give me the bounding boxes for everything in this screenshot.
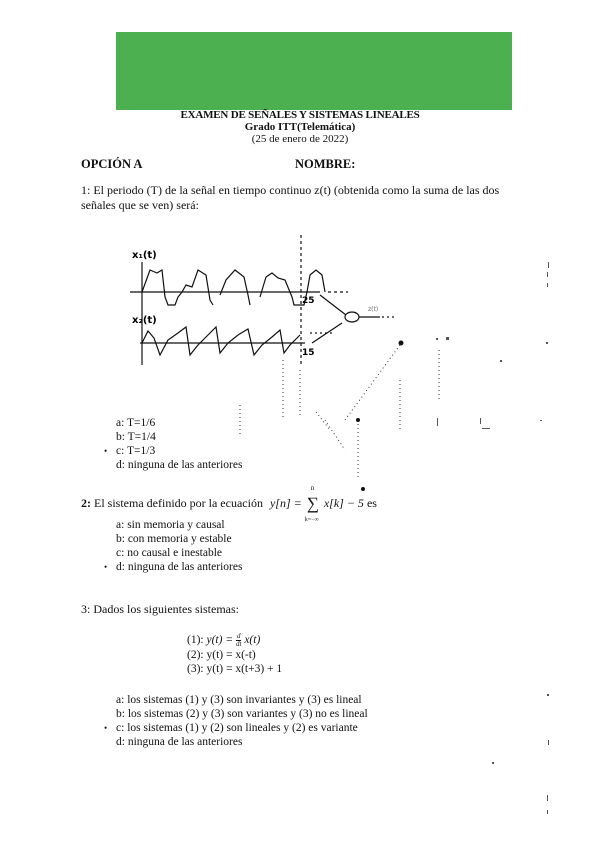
- question-number: 1:: [81, 183, 91, 197]
- option-label: OPCIÓN A: [81, 157, 143, 171]
- question-text: El periodo (T) de la señal en tiempo continuo z(t) (obtenida como la suma de las dos señales que se ven) será:: [81, 183, 500, 212]
- marker-25: 25: [302, 296, 315, 306]
- option-a[interactable]: a: T=1/6: [116, 417, 156, 429]
- name-label: NOMBRE:: [295, 157, 356, 171]
- question-3-options: [104, 693, 368, 749]
- option-a[interactable]: a: sin memoria y causal: [116, 519, 225, 531]
- question-number: 2:: [81, 495, 91, 510]
- summation-symbol: ∑ n k=−∞: [304, 484, 319, 523]
- x2-label: x₂(t): [132, 315, 157, 326]
- question-number: 3:: [81, 602, 91, 616]
- option-a[interactable]: a: los sistemas (1) y (3) son invariantes y (3) es lineal: [116, 694, 362, 706]
- question-text: Dados los siguientes sistemas:: [93, 602, 240, 616]
- answer-marker-icon: •: [104, 446, 108, 456]
- option-d[interactable]: d: ninguna de las anteriores: [116, 459, 243, 471]
- system-2: (2): y(t) = x(-t): [187, 649, 256, 661]
- option-b[interactable]: b: con memoria y estable: [116, 533, 232, 545]
- option-b[interactable]: b: T=1/4: [116, 431, 156, 443]
- question-2-options: [104, 518, 243, 574]
- derivative-fraction: $\frac{d}{dt}$: [235, 632, 242, 648]
- option-d[interactable]: d: ninguna de las anteriores: [116, 736, 243, 748]
- exam-grade: Grado ITT(Telemática): [244, 121, 356, 133]
- option-c[interactable]: • c: los sistemas (1) y (2) son lineales y (2) es variante: [104, 722, 358, 734]
- option-c[interactable]: c: no causal e inestable: [116, 547, 223, 559]
- systems-list: [187, 633, 282, 676]
- question-1-options: [104, 416, 243, 472]
- answer-marker-icon: •: [104, 723, 108, 733]
- question-text: El sistema definido por la ecuación: [94, 495, 263, 510]
- option-b[interactable]: b: los sistemas (2) y (3) son variantes y (3) no es lineal: [116, 708, 368, 720]
- sum-output-label: z(t): [368, 306, 379, 313]
- option-d[interactable]: • d: ninguna de las anteriores: [104, 561, 243, 573]
- marker-15: 15: [302, 348, 315, 358]
- system-1: (1): y(t) = $\frac{d}{dt}$ x(t): [187, 632, 261, 648]
- option-c[interactable]: • c: T=1/3: [104, 445, 156, 457]
- x1-label: x₁(t): [132, 250, 157, 261]
- equation-suffix: es: [366, 495, 377, 510]
- exam-date: (25 de enero de 2022): [251, 133, 349, 145]
- question-3: [81, 602, 239, 617]
- system-3: (3): y(t) = x(t+3) + 1: [187, 663, 283, 675]
- question-2: [81, 484, 377, 523]
- exam-title: EXAMEN DE SEÑALES Y SISTEMAS LINEALES: [180, 109, 420, 121]
- answer-marker-icon: •: [104, 562, 108, 572]
- difference-equation: y[n] = ∑ n k=−∞ x[k] − 5: [269, 484, 364, 523]
